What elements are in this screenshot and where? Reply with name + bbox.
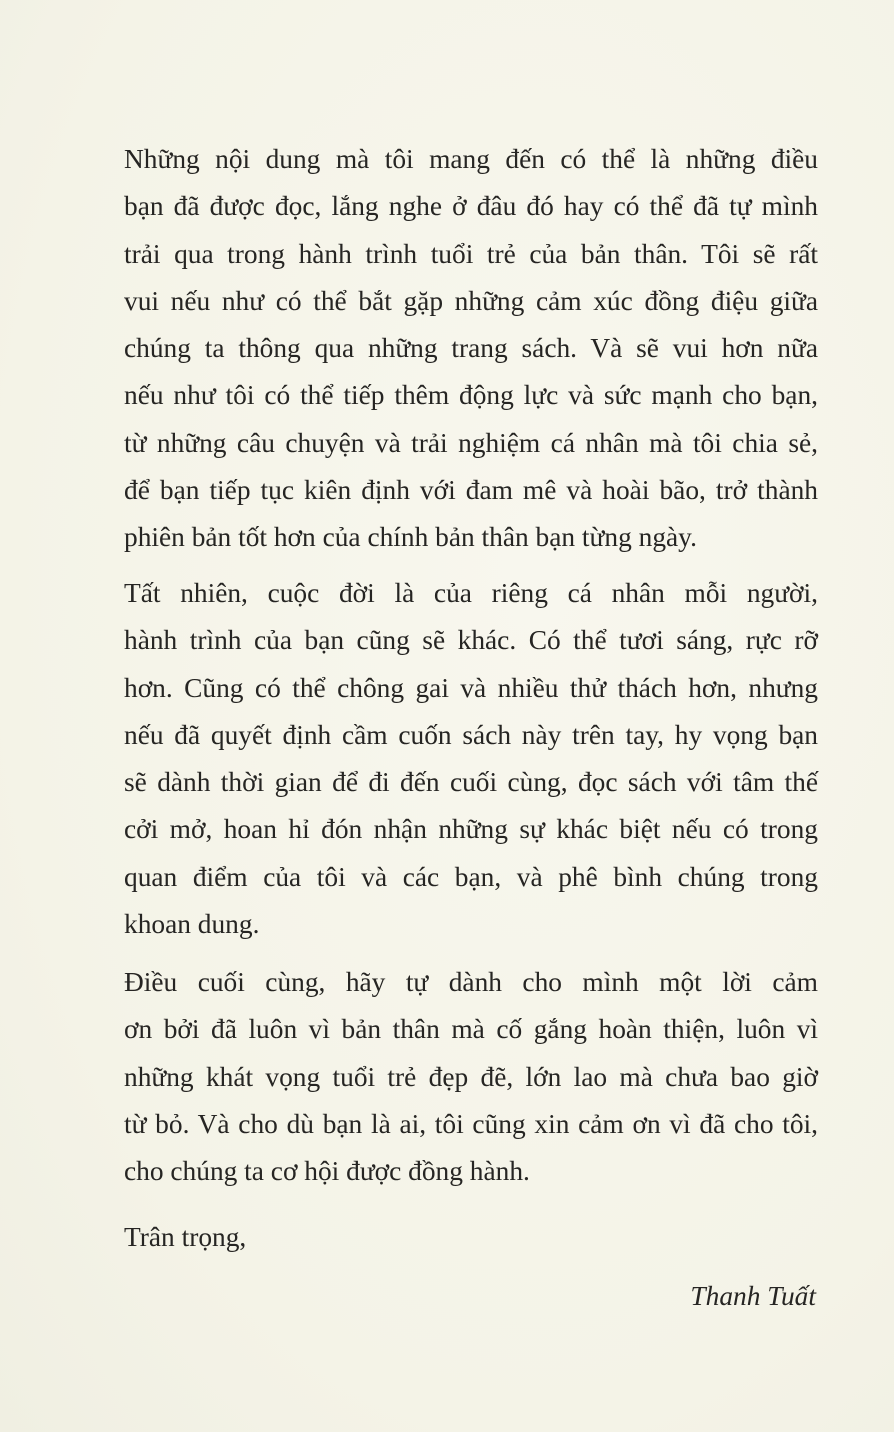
paragraph-line: bạn đã được đọc, lắng nghe ở đâu đó hay có thể đã tự mình [124,191,818,222]
paragraph-line: hơn. Cũng có thể chông gai và nhiều thử thách hơn, nhưng [124,672,818,703]
paragraph-line: Tất nhiên, cuộc đời là của riêng cá nhân mỗi người, [124,578,818,608]
paragraph-3 [124,959,818,1195]
paragraph-2 [124,570,818,948]
paragraph-line: phiên bản tốt hơn của chính bản thân bạn từng ngày. [124,522,697,553]
paragraph-line: quan điểm của tôi và các bạn, và phê bình chúng trong [124,861,818,892]
paragraph-line: hành trình của bạn cũng sẽ khác. Có thể tươi sáng, rực rỡ [124,625,818,656]
author-signature: Thanh Tuất [690,1281,816,1311]
paragraph-line: nếu đã quyết định cầm cuốn sách này trên tay, hy vọng bạn [124,719,818,750]
paragraph-line: sẽ dành thời gian để đi đến cuối cùng, đọc sách với tâm thế [124,767,818,798]
paragraph-line: khoan dung. [124,909,260,940]
paragraph-line: cho chúng ta cơ hội được đồng hành. [124,1156,530,1187]
paragraph-line: những khát vọng tuổi trẻ đẹp đẽ, lớn lao mà chưa bao giờ [124,1061,818,1092]
paragraph-line: từ những câu chuyện và trải nghiệm cá nhân mà tôi chia sẻ, [124,427,818,458]
paragraph-line: nếu như tôi có thể tiếp thêm động lực và sức mạnh cho bạn, [124,380,818,411]
paragraph-line: ơn bởi đã luôn vì bản thân mà cố gắng hoàn thiện, luôn vì [124,1014,818,1045]
paragraph-line: trải qua trong hành trình tuổi trẻ của bản thân. Tôi sẽ rất [124,238,818,269]
paragraph-line: chúng ta thông qua những trang sách. Và sẽ vui hơn nữa [124,333,818,364]
paragraph-line: cởi mở, hoan hỉ đón nhận những sự khác biệt nếu có trong [124,814,818,845]
paragraph-line: vui nếu như có thể bắt gặp những cảm xúc đồng điệu giữa [124,285,818,316]
paragraph-line: Những nội dung mà tôi mang đến có thể là những điều [124,144,818,174]
paragraph-line: Điều cuối cùng, hãy tự dành cho mình một lời cảm [124,967,818,997]
paragraph-line: từ bỏ. Và cho dù bạn là ai, tôi cũng xin cảm ơn vì đã cho tôi, [124,1108,818,1139]
paragraph-1 [124,136,818,562]
closing-salutation: Trân trọng, [124,1222,247,1252]
paragraph-line: để bạn tiếp tục kiên định với đam mê và hoài bão, trở thành [124,475,818,506]
